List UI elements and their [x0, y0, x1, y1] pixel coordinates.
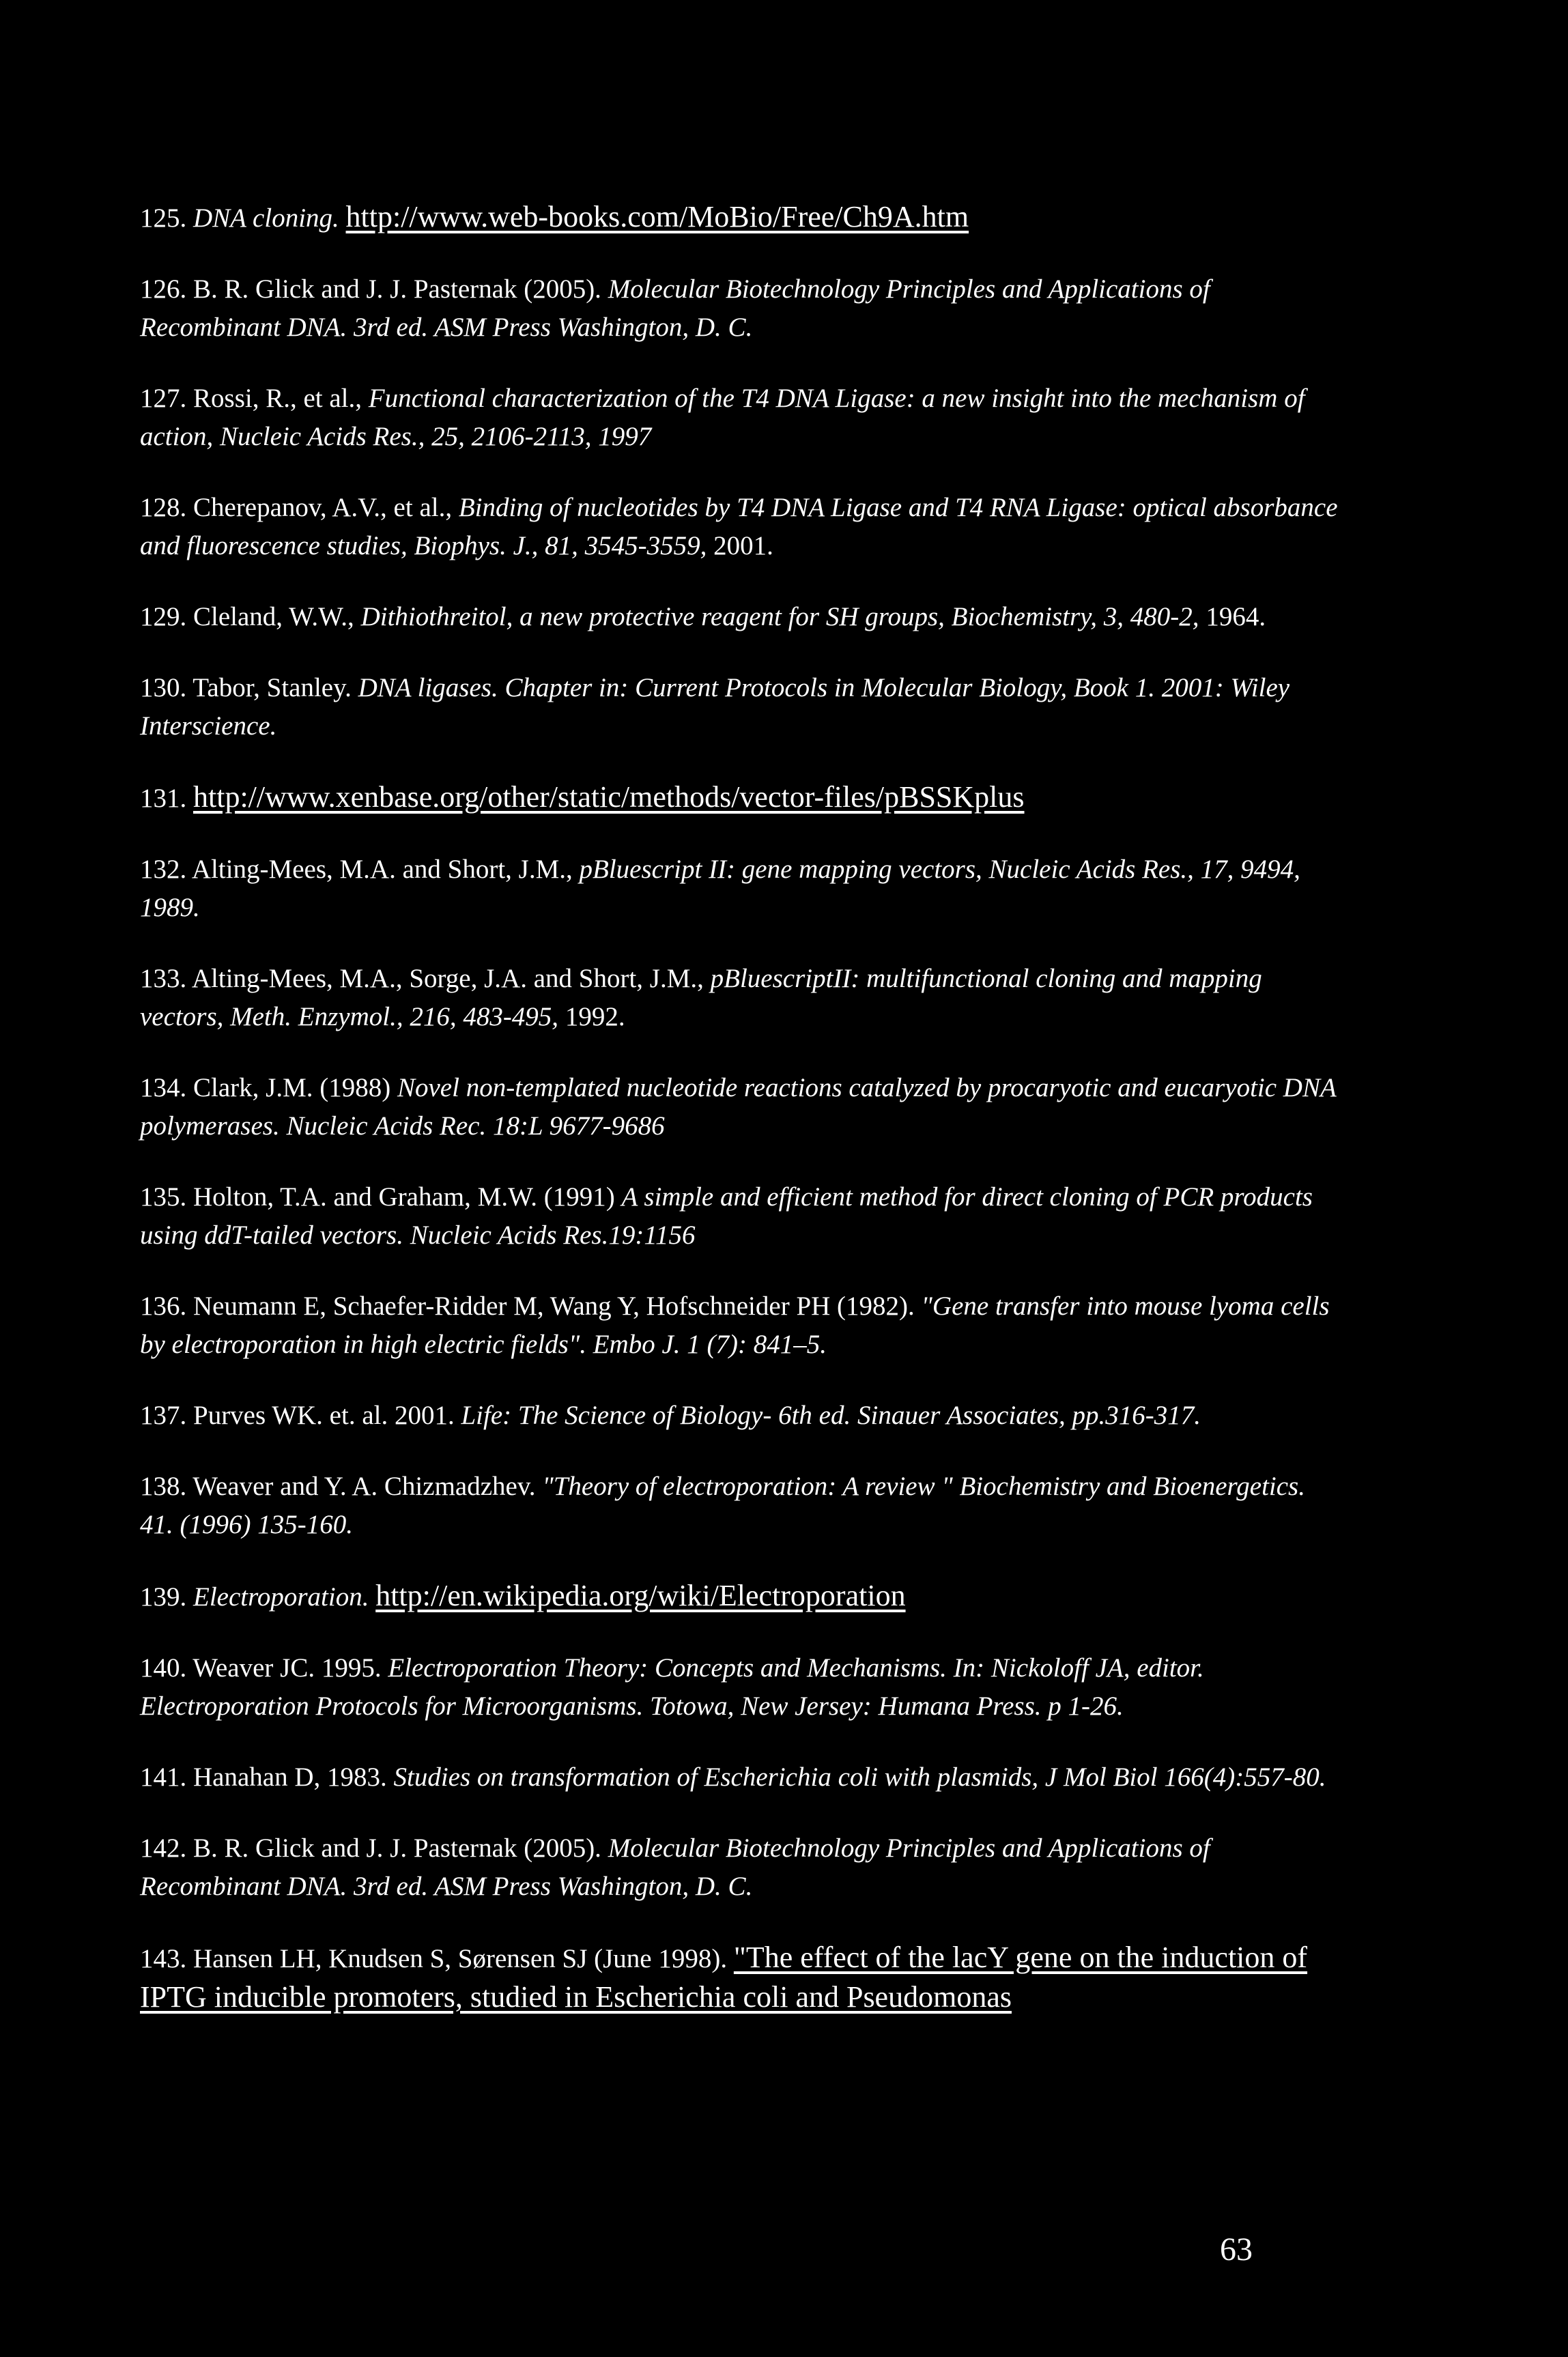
reference-number: 137. — [140, 1401, 187, 1430]
reference-title: pBluescript II: gene mapping vectors, Nucleic Acids Res., 17, 9494, 1989. — [140, 855, 1300, 922]
reference-authors: Tabor, Stanley. — [193, 673, 352, 702]
reference-title: "Theory of electroporation: A review " Biochemistry and Bioenergetics. 41. (1996) 135-160. — [140, 1472, 1305, 1539]
reference-title: Binding of nucleotides by T4 DNA Ligase and T4 RNA Ligase: optical absorbance and fluorescence studies, Biophys. J., 81, 3545-3559, — [140, 493, 1338, 560]
reference-number: 135. — [140, 1182, 187, 1212]
reference-number: 136. — [140, 1291, 187, 1321]
reference-authors: Hansen LH, Knudsen S, Sørensen SJ (June 1998). — [193, 1944, 728, 1973]
reference-link[interactable]: http://en.wikipedia.org/wiki/Electroporation — [375, 1579, 906, 1612]
reference-number: 128. — [140, 493, 187, 522]
reference-authors: Purves WK. et. al. 2001. — [193, 1401, 455, 1430]
reference-title: Novel non-templated nucleotide reactions catalyzed by procaryotic and eucaryotic DNA polymerases. Nucleic Acids Rec. 18:L 9677-9686 — [140, 1073, 1337, 1141]
reference-134 — [140, 1069, 1341, 1145]
reference-number: 127. — [140, 384, 187, 413]
reference-authors: Weaver JC. 1995. — [193, 1653, 382, 1683]
reference-title: Molecular Biotechnology Principles and Applications of Recombinant DNA. 3rd ed. ASM Press Washington, D. C. — [140, 274, 1210, 342]
reference-authors: Alting-Mees, M.A. and Short, J.M., — [191, 855, 573, 884]
reference-link[interactable]: "The effect of the lacY gene on the induction of IPTG inducible promoters, studied in Escherichia coli and Pseudomonas — [140, 1941, 1308, 2014]
page-number: 63 — [1220, 2231, 1253, 2268]
reference-140 — [140, 1649, 1341, 1726]
reference-139 — [140, 1577, 1341, 1616]
reference-title: DNA cloning. — [193, 203, 339, 233]
reference-number: 126. — [140, 274, 187, 304]
reference-year: 1964. — [1206, 602, 1266, 631]
reference-number: 138. — [140, 1472, 187, 1501]
reference-131 — [140, 778, 1341, 818]
reference-132 — [140, 851, 1341, 927]
reference-list — [140, 198, 1341, 2018]
reference-137 — [140, 1397, 1341, 1435]
reference-authors: B. R. Glick and J. J. Pasternak (2005). — [193, 274, 601, 304]
reference-number: 129. — [140, 602, 187, 631]
reference-128 — [140, 489, 1341, 565]
reference-136 — [140, 1287, 1341, 1364]
reference-title: Dithiothreitol, a new protective reagent for SH groups, Biochemistry, 3, 480-2, — [360, 602, 1199, 631]
reference-title: "Gene transfer into mouse lyoma cells by electroporation in high electric fields". Embo J. 1 (7): 841–5. — [140, 1291, 1330, 1359]
reference-authors: Neumann E, Schaefer-Ridder M, Wang Y, Hofschneider PH (1982). — [193, 1291, 915, 1321]
reference-title: Electroporation. — [193, 1582, 369, 1612]
reference-number: 133. — [140, 964, 187, 993]
reference-authors: Alting-Mees, M.A., Sorge, J.A. and Short, J.M., — [191, 964, 704, 993]
reference-number: 134. — [140, 1073, 187, 1102]
reference-126 — [140, 270, 1341, 347]
reference-title: Life: The Science of Biology- 6th ed. Sinauer Associates, pp.316-317. — [461, 1401, 1201, 1430]
reference-authors: Clark, J.M. (1988) — [193, 1073, 391, 1102]
reference-number: 139. — [140, 1582, 187, 1612]
reference-142 — [140, 1829, 1341, 1906]
reference-title: Molecular Biotechnology Principles and Applications of Recombinant DNA. 3rd ed. ASM Press Washington, D. C. — [140, 1833, 1210, 1901]
reference-number: 132. — [140, 855, 187, 884]
reference-125 — [140, 198, 1341, 238]
reference-number: 140. — [140, 1653, 187, 1683]
reference-title: Functional characterization of the T4 DNA Ligase: a new insight into the mechanism of action, Nucleic Acids Res., 25, 2106-2113, 1997 — [140, 384, 1305, 451]
reference-143 — [140, 1939, 1341, 2018]
reference-number: 142. — [140, 1833, 187, 1863]
reference-year: 1992. — [565, 1002, 625, 1031]
reference-authors: Cleland, W.W., — [193, 602, 354, 631]
reference-year: 2001. — [713, 531, 773, 560]
reference-authors: B. R. Glick and J. J. Pasternak (2005). — [193, 1833, 601, 1863]
reference-141 — [140, 1758, 1341, 1797]
reference-number: 125. — [140, 203, 187, 233]
reference-129 — [140, 598, 1341, 636]
reference-number: 143. — [140, 1944, 187, 1973]
reference-number: 141. — [140, 1762, 187, 1792]
reference-authors: Cherepanov, A.V., et al., — [193, 493, 453, 522]
reference-authors: Holton, T.A. and Graham, M.W. (1991) — [193, 1182, 615, 1212]
reference-number: 130. — [140, 673, 187, 702]
reference-link[interactable]: http://www.web-books.com/MoBio/Free/Ch9A.htm — [345, 200, 969, 233]
reference-135 — [140, 1178, 1341, 1255]
reference-title: A simple and efficient method for direct cloning of PCR products using ddT-tailed vectors. Nucleic Acids Res.19:1156 — [140, 1182, 1313, 1250]
reference-authors: Rossi, R., et al., — [193, 384, 362, 413]
reference-138 — [140, 1468, 1341, 1544]
reference-127 — [140, 380, 1341, 456]
reference-130 — [140, 669, 1341, 745]
reference-title: DNA ligases. Chapter in: Current Protocols in Molecular Biology, Book 1. 2001: Wiley Interscience. — [140, 673, 1290, 741]
reference-number: 131. — [140, 784, 187, 813]
reference-title: pBluescriptII: multifunctional cloning and mapping vectors, Meth. Enzymol., 216, 483-495, — [140, 964, 1262, 1031]
reference-authors: Weaver and Y. A. Chizmadzhev. — [193, 1472, 536, 1501]
reference-133 — [140, 960, 1341, 1036]
reference-title: Electroporation Theory: Concepts and Mechanisms. In: Nickoloff JA, editor. Electroporation Protocols for Microorganisms. Totowa, New Jersey: Humana Press. p 1-26. — [140, 1653, 1204, 1721]
reference-title: Studies on transformation of Escherichia coli with plasmids, J Mol Biol 166(4):557-80. — [393, 1762, 1326, 1792]
reference-authors: Hanahan D, 1983. — [193, 1762, 387, 1792]
reference-link[interactable]: http://www.xenbase.org/other/static/methods/vector-files/pBSSKplus — [193, 780, 1025, 814]
